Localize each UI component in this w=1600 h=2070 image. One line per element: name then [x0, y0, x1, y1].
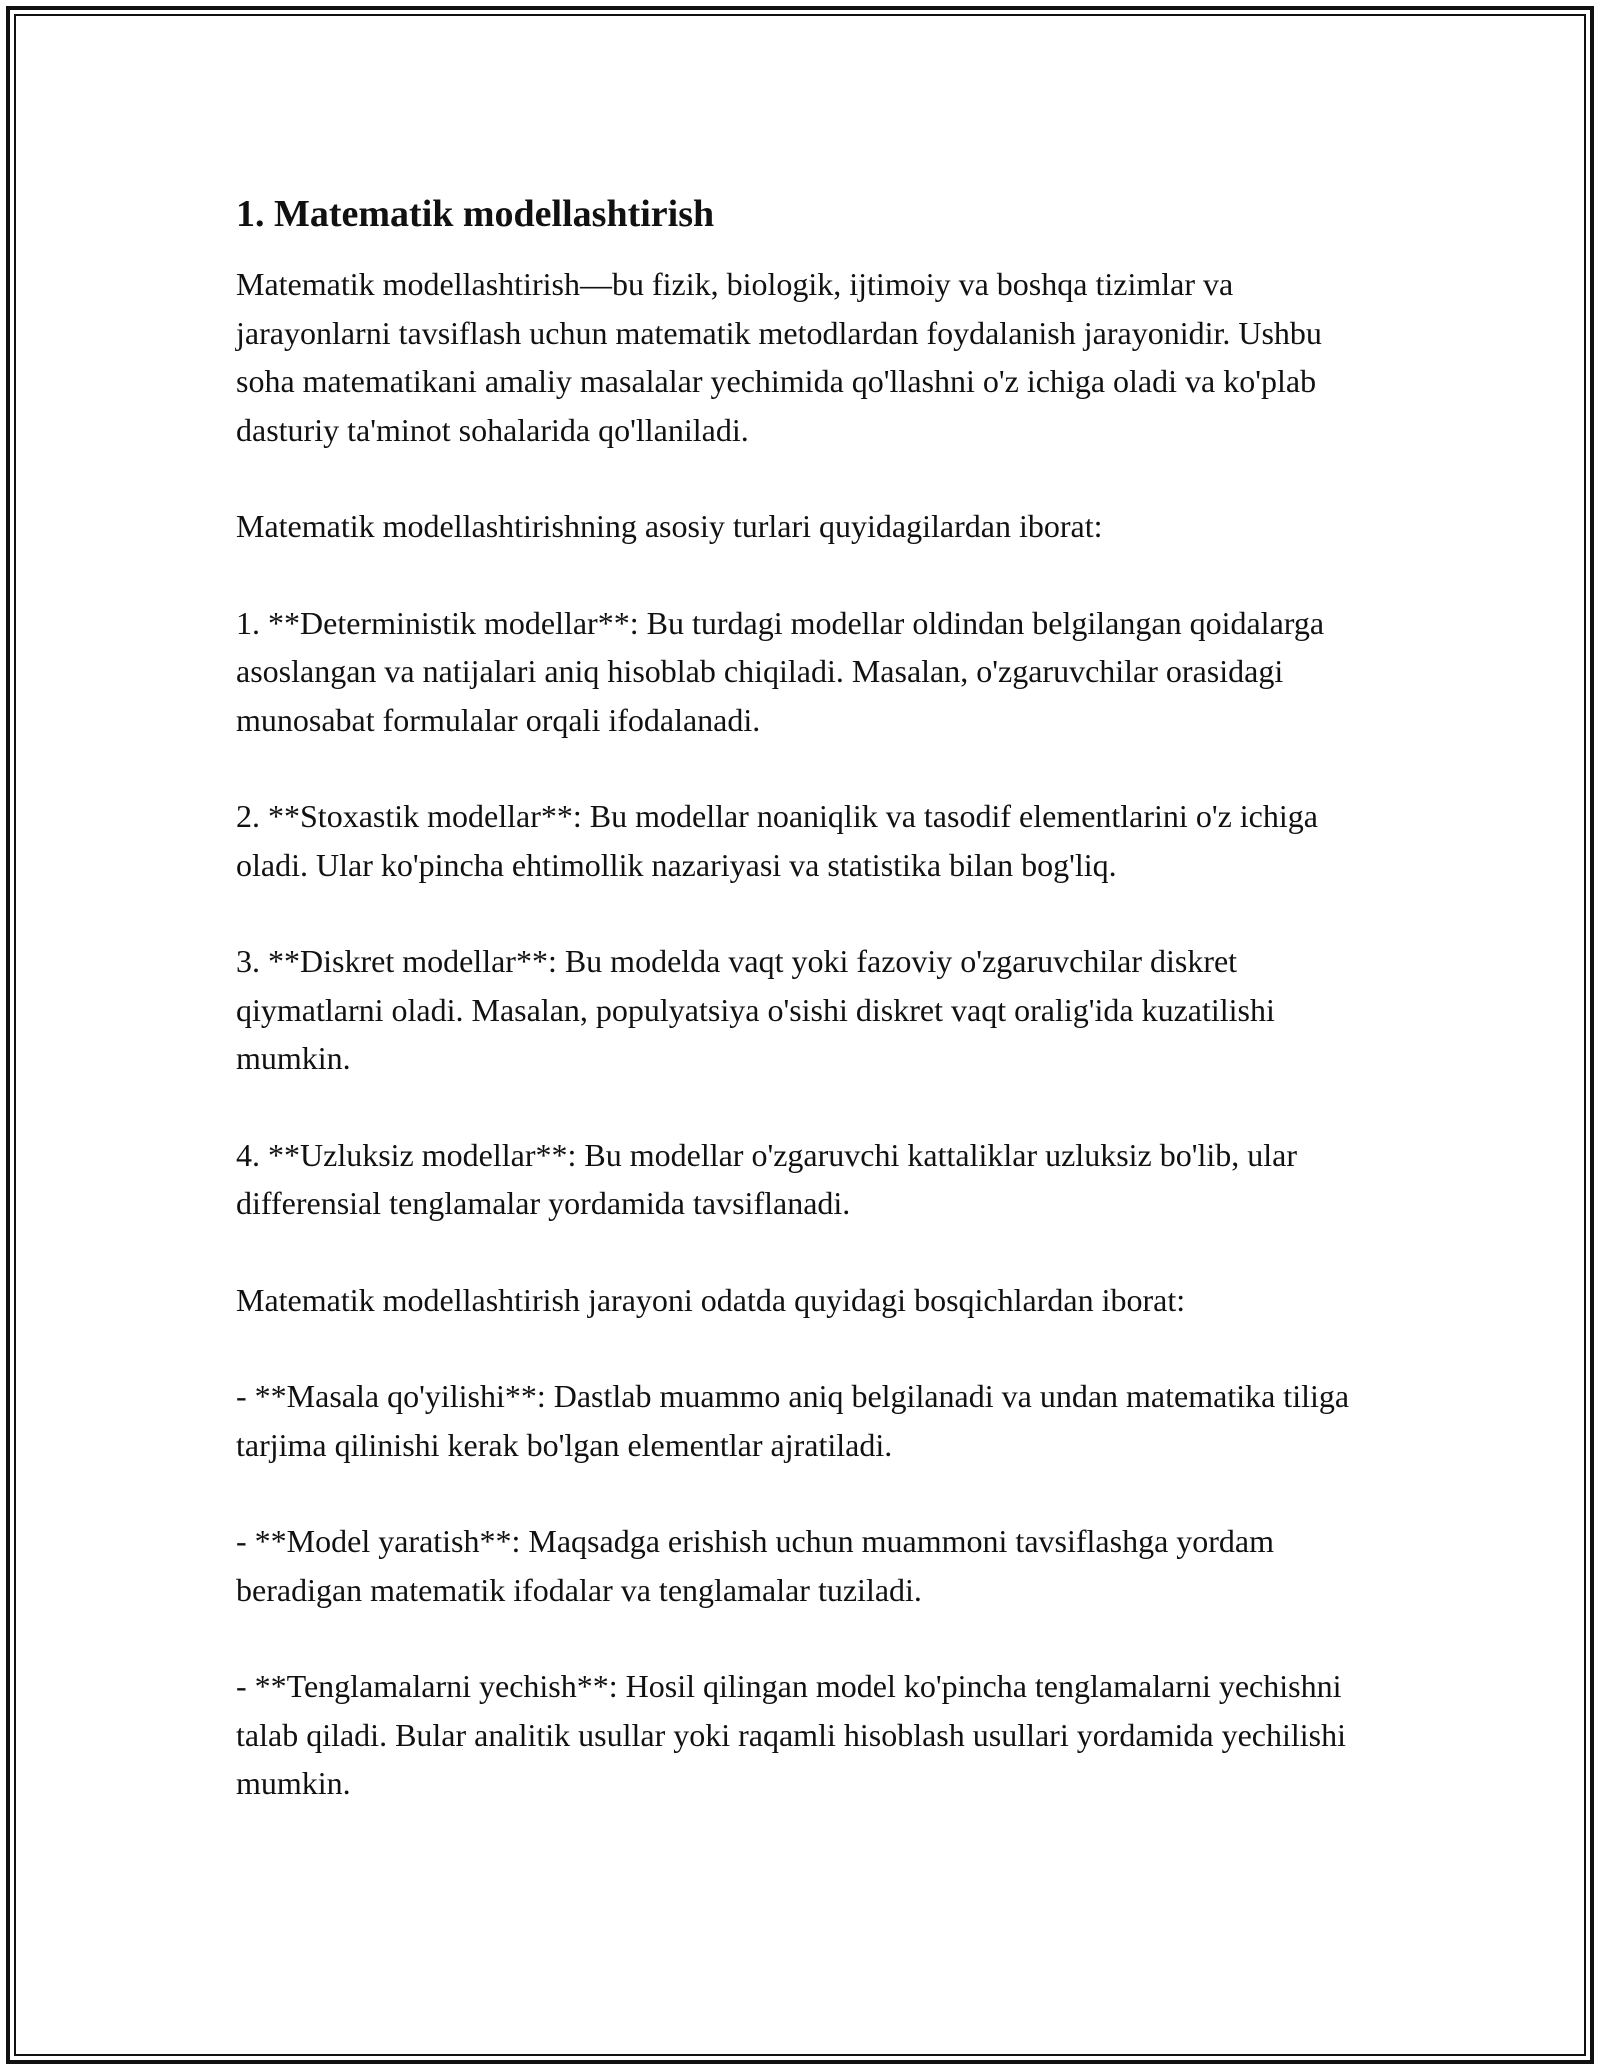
- list-item-stochastic: 2. **Stoxastik modellar**: Bu modellar noaniqlik va tasodif elementlarini o'z ichiga oladi. Ular ko'pincha ehtimollik nazariyasi va statistika bilan bog'liq.: [236, 798, 1318, 883]
- types-heading-paragraph: Matematik modellashtirishning asosiy turlari quyidagilardan iborat:: [236, 508, 1103, 544]
- stages-heading-paragraph: Matematik modellashtirish jarayoni odatda quyidagi bosqichlardan iborat:: [236, 1281, 1186, 1318]
- document-page: [236, 190, 1376, 1808]
- section-title: 1. Matematik modellashtirish: [236, 193, 715, 235]
- stage-item-problem-statement: - **Masala qo'yilishi**: Dastlab muammo aniq belgilanadi va undan matematika tiliga tarjima qilinishi kerak bo'lgan elementlar ajratiladi.: [236, 1378, 1350, 1463]
- list-item-deterministic: 1. **Deterministik modellar**: Bu turdagi modellar oldindan belgilangan qoidalarga asoslangan va natijalari aniq hisoblab chiqiladi. Masalan, o'zgaruvchilar orasidagi munosabat formulalar orqali ifodalanadi.: [236, 604, 1325, 738]
- intro-paragraph: Matematik modellashtirish—bu fizik, biologik, ijtimoiy va boshqa tizimlar va jarayonlarni tavsiflash uchun matematik metodlardan foydalanish jarayonidir. Ushbu soha matematikani amaliy masalalar yechimida qo'llashni o'z ichiga oladi va ko'plab dasturiy ta'minot sohalarida qo'llaniladi.: [236, 266, 1322, 448]
- stage-item-solving-equations: - **Tenglamalarni yechish**: Hosil qilingan model ko'pincha tenglamalarni yechishni talab qiladi. Bular analitik usullar yoki raqamli hisoblash usullari yordamida yechilishi mumkin.: [236, 1668, 1346, 1801]
- list-item-continuous: 4. **Uzluksiz modellar**: Bu modellar o'zgaruvchi kattaliklar uzluksiz bo'lib, ular differensial tenglamalar yordamida tavsiflanadi.: [236, 1136, 1298, 1221]
- stage-item-model-creation: - **Model yaratish**: Maqsadga erishish uchun muammoni tavsiflashga yordam beradigan matematik ifodalar va tenglamalar tuziladi.: [236, 1523, 1275, 1608]
- list-item-discrete: 3. **Diskret modellar**: Bu modelda vaqt yoki fazoviy o'zgaruvchilar diskret qiymatlarni oladi. Masalan, populyatsiya o'sishi diskret vaqt oralig'ida kuzatilishi mumkin.: [236, 943, 1275, 1076]
